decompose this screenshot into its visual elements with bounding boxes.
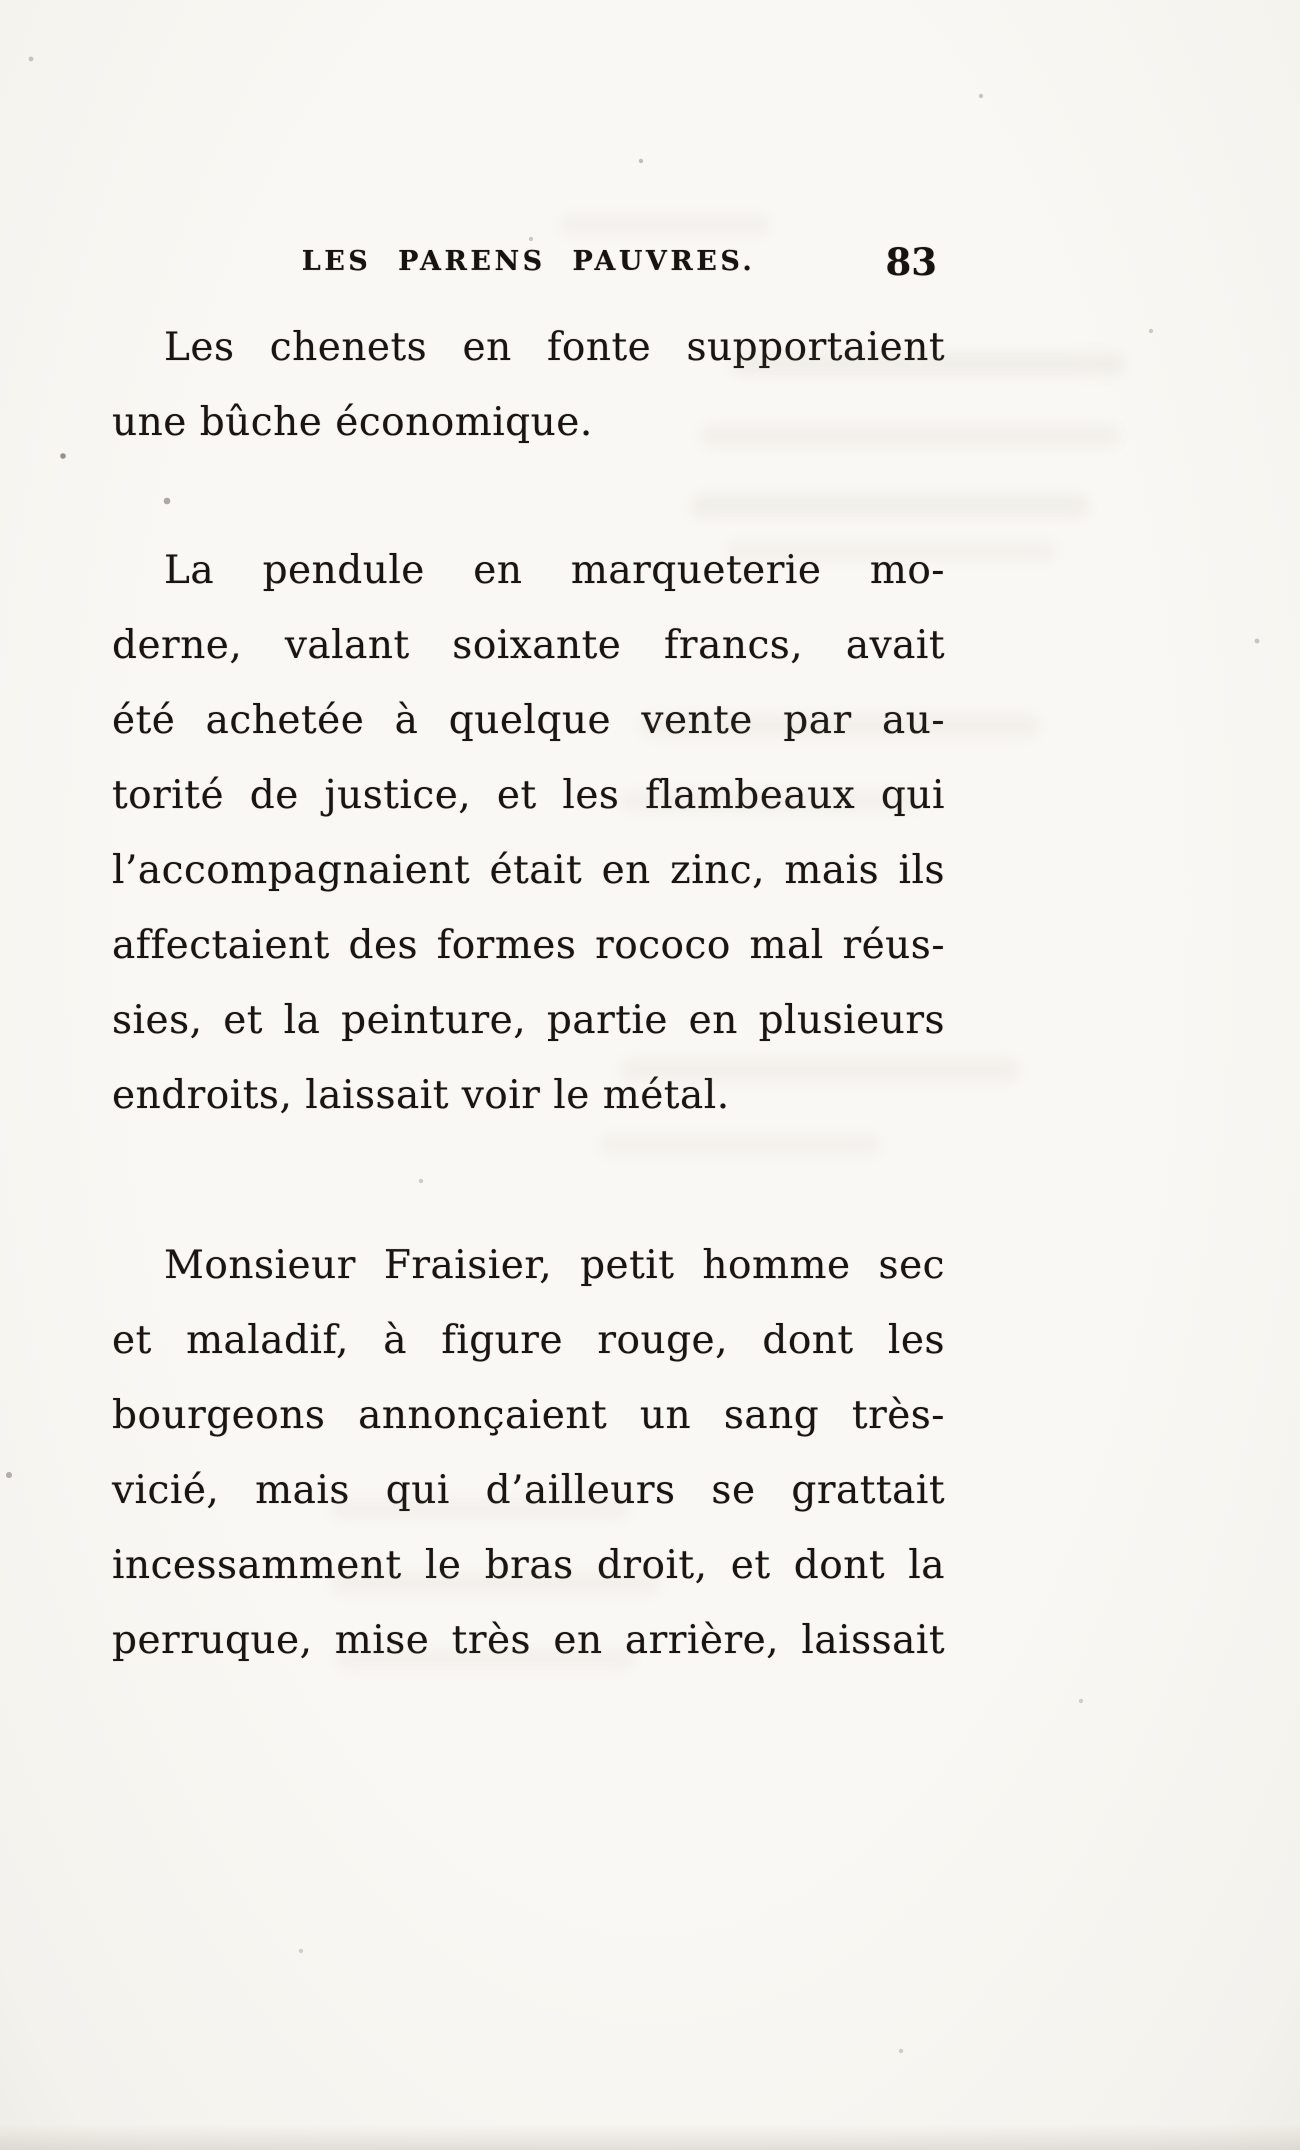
text-line: La pendule en marqueterie mo-: [164, 548, 945, 593]
paragraph-3: [112, 1228, 945, 1678]
running-title: LES PARENS PAUVRES.: [301, 246, 756, 277]
text-line: incessamment le bras droit, et dont la: [112, 1543, 945, 1588]
running-head: [112, 240, 945, 284]
text-line: une bûche économique.: [112, 400, 593, 445]
paper-speck: [0, 0, 2, 2]
text-line: Les chenets en fonte supportaient: [164, 325, 945, 370]
paragraph-2: [112, 533, 945, 1133]
text-line: endroits, laissait voir le métal.: [112, 1073, 730, 1118]
paragraph-1: [112, 310, 945, 460]
text-line: affectaient des formes rococo mal réus-: [112, 923, 945, 968]
text-line: derne, valant soixante francs, avait: [112, 623, 945, 668]
text-line: l’accompagnaient était en zinc, mais ils: [112, 848, 945, 893]
bleedthrough-smudge: [560, 214, 770, 236]
text-line: torité de justice, et les flambeaux qui: [112, 773, 945, 818]
text-line: bourgeons annonçaient un sang très-: [112, 1393, 945, 1438]
text-line: perruque, mise très en arrière, laissait: [112, 1618, 945, 1663]
page-number: 83: [885, 240, 937, 284]
text-line: Monsieur Fraisier, petit homme sec: [164, 1243, 945, 1288]
page-body: [112, 310, 945, 1678]
text-line: sies, et la peinture, partie en plusieurs: [112, 998, 945, 1043]
text-line: vicié, mais qui d’ailleurs se grattait: [112, 1468, 945, 1513]
text-line: été achetée à quelque vente par au-: [112, 698, 945, 743]
text-line: et maladif, à figure rouge, dont les: [112, 1318, 945, 1363]
